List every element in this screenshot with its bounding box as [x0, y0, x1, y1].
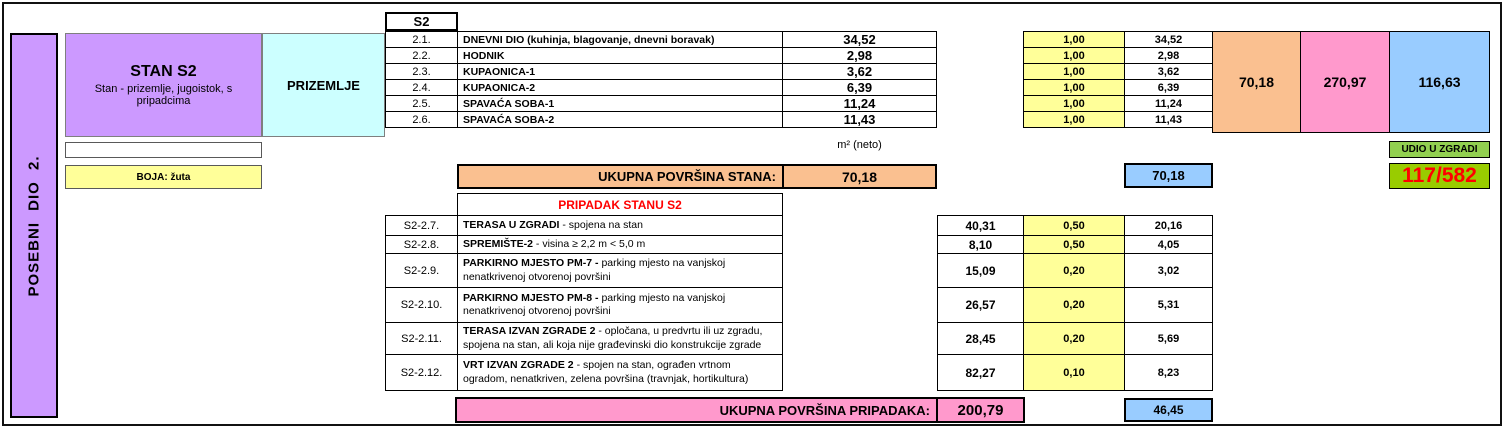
blank-cell [65, 142, 262, 158]
room-name: HODNIK [457, 47, 783, 64]
annex-row-id: S2-2.10. [385, 287, 458, 323]
annex-value: 4,05 [1124, 235, 1213, 254]
annex-value: 5,69 [1124, 322, 1213, 355]
main-area-column [782, 31, 937, 128]
annex-desc: PARKIRNO MJESTO PM-8 - parking mjesto na vanjskoj nenatkrivenoj otvorenoj površini [457, 287, 783, 323]
annex-coef: 0,20 [1023, 253, 1125, 288]
room-coef: 1,00 [1023, 63, 1125, 80]
section-bar [10, 33, 58, 418]
main-id-column [385, 31, 458, 128]
annex-header: PRIPADAK STANU S2 [457, 193, 783, 216]
unit-card [65, 33, 262, 137]
row-id: 2.2. [385, 47, 458, 64]
share-header: UDIO U ZGRADI [1389, 141, 1490, 158]
room-area: 2,98 [782, 47, 937, 64]
table-header-s2: S2 [385, 12, 458, 31]
row-id: 2.6. [385, 111, 458, 128]
annex-area: 40,31 [937, 215, 1024, 236]
unit-note: m² (neto) [837, 139, 882, 151]
unit-title: STAN S2 [130, 63, 197, 80]
room-value: 3,62 [1124, 63, 1213, 80]
unit-subtitle: Stan - prizemlje, jugoistok, s pripadcima [94, 83, 233, 107]
row-id: 2.3. [385, 63, 458, 80]
annex-area: 8,10 [937, 235, 1024, 254]
annex-id-column [385, 215, 458, 391]
room-area: 34,52 [782, 31, 937, 48]
annex-value-column [1124, 215, 1213, 391]
annex-value: 3,02 [1124, 253, 1213, 288]
annex-coef: 0,10 [1023, 354, 1125, 391]
annex-area: 82,27 [937, 354, 1024, 391]
room-value: 11,24 [1124, 95, 1213, 112]
annex-desc: SPREMIŠTE-2 - visina ≥ 2,2 m < 5,0 m [457, 235, 783, 254]
annex-coef: 0,20 [1023, 322, 1125, 355]
annex-desc: TERASA U ZGRADI - spojena na stan [457, 215, 783, 236]
main-coef-column [1023, 31, 1125, 128]
room-name: KUPAONICA-1 [457, 63, 783, 80]
main-total-area: 70,18 [782, 164, 937, 189]
annex-area: 26,57 [937, 287, 1024, 323]
room-coef: 1,00 [1023, 95, 1125, 112]
annex-value: 8,23 [1124, 354, 1213, 391]
room-name: SPAVAĆA SOBA-2 [457, 111, 783, 128]
annex-row-id: S2-2.8. [385, 235, 458, 254]
room-name: SPAVAĆA SOBA-1 [457, 95, 783, 112]
room-coef: 1,00 [1023, 111, 1125, 128]
annex-row-id: S2-2.12. [385, 354, 458, 391]
room-area: 6,39 [782, 79, 937, 96]
row-id: 2.4. [385, 79, 458, 96]
annex-desc: TERASA IZVAN ZGRADE 2 - opločana, u predvrtu ili uz zgradu, spojena na stan, ali koja nije građevinski dio konstrukcije zgrade [457, 322, 783, 355]
annex-area: 15,09 [937, 253, 1024, 288]
room-area: 11,43 [782, 111, 937, 128]
annex-row-id: S2-2.7. [385, 215, 458, 236]
annex-coef-column [1023, 215, 1125, 391]
annex-row-id: S2-2.11. [385, 322, 458, 355]
annex-area-column [937, 215, 1024, 391]
room-coef: 1,00 [1023, 31, 1125, 48]
main-total-label: UKUPNA POVRŠINA STANA: [457, 164, 784, 189]
annex-coef: 0,50 [1023, 215, 1125, 236]
room-value: 6,39 [1124, 79, 1213, 96]
annex-value: 20,16 [1124, 215, 1213, 236]
floor-cell: PRIZEMLJE [262, 33, 385, 137]
room-name: KUPAONICA-2 [457, 79, 783, 96]
room-value: 34,52 [1124, 31, 1213, 48]
merged-net-total: 70,18 [1212, 31, 1301, 133]
annex-area: 28,45 [937, 322, 1024, 355]
row-id: 2.5. [385, 95, 458, 112]
room-area: 11,24 [782, 95, 937, 112]
merged-share-area: 116,63 [1389, 31, 1490, 133]
annex-desc: VRT IZVAN ZGRADE 2 - spojen na stan, ograđen vrtnom ogradom, nenatkriven, zelena površina (travnjak, hortikultura) [457, 354, 783, 391]
annex-value: 5,31 [1124, 287, 1213, 323]
room-name: DNEVNI DIO (kuhinja, blagovanje, dnevni boravak) [457, 31, 783, 48]
section-bar-label: POSEBNI DIO 2. [25, 154, 43, 297]
annex-coef: 0,50 [1023, 235, 1125, 254]
row-id: 2.1. [385, 31, 458, 48]
annex-total-area: 200,79 [936, 397, 1025, 423]
annex-desc: PARKIRNO MJESTO PM-7 - parking mjesto na vanjskoj nenatkrivenoj otvorenoj površini [457, 253, 783, 288]
annex-total-weighted: 46,45 [1124, 398, 1213, 422]
room-area: 3,62 [782, 63, 937, 80]
merged-gross-total: 270,97 [1300, 31, 1390, 133]
share-value: 117/582 [1389, 163, 1490, 189]
main-total-weighted: 70,18 [1124, 163, 1213, 188]
annex-coef: 0,20 [1023, 287, 1125, 323]
room-value: 2,98 [1124, 47, 1213, 64]
annex-row-id: S2-2.9. [385, 253, 458, 288]
color-note-cell: BOJA: žuta [65, 165, 262, 189]
annex-desc-column [457, 215, 783, 391]
room-value: 11,43 [1124, 111, 1213, 128]
room-coef: 1,00 [1023, 47, 1125, 64]
annex-total-label: UKUPNA POVRŠINA PRIPADAKA: [455, 397, 938, 423]
room-coef: 1,00 [1023, 79, 1125, 96]
main-name-column [457, 31, 783, 128]
main-value-column [1124, 31, 1213, 128]
